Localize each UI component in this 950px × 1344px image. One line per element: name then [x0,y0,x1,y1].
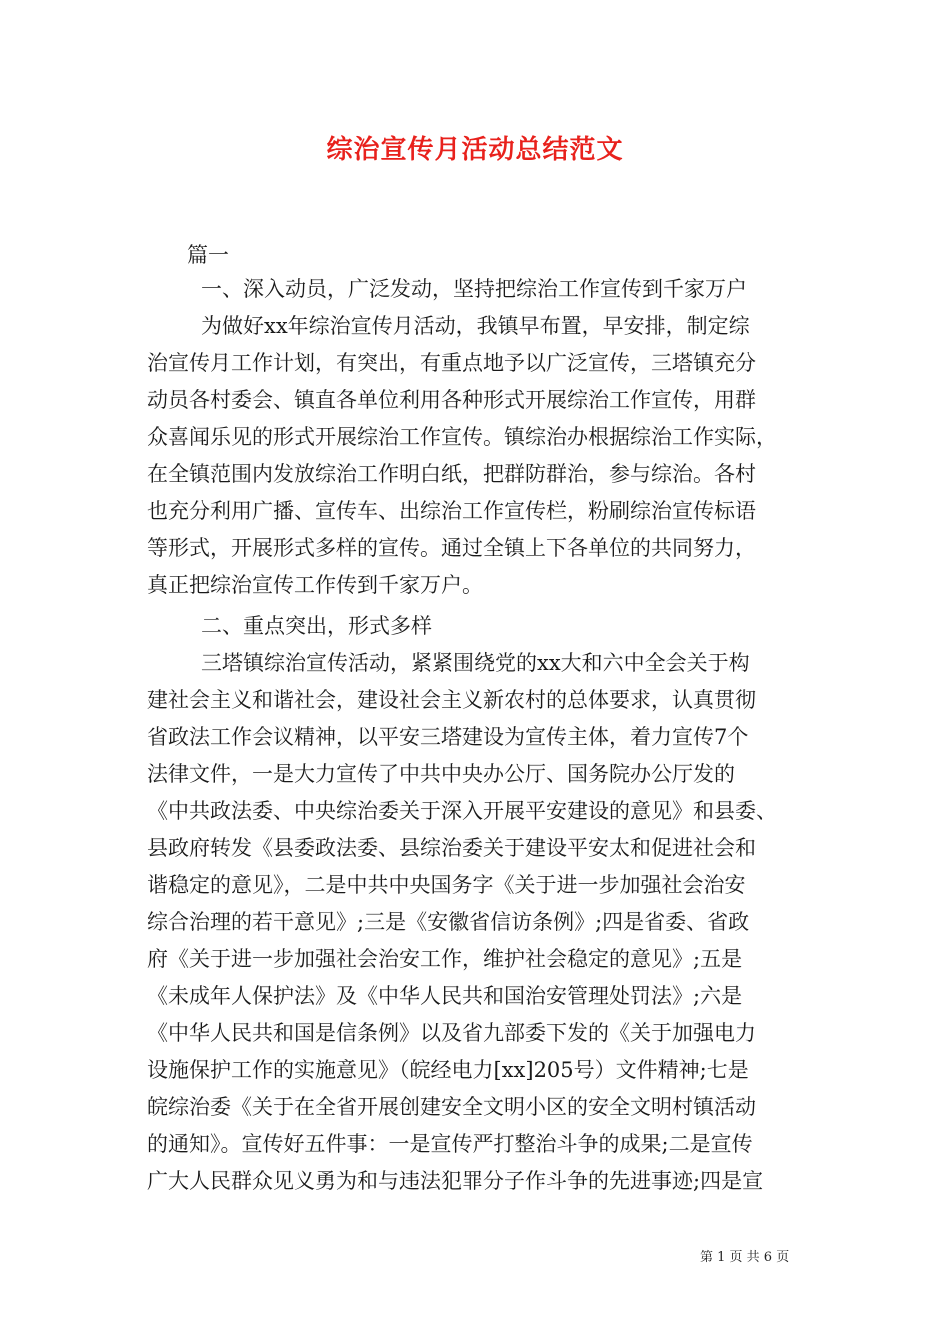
paragraph-line: 建社会主义和谐社会，建设社会主义新农村的总体要求，认真贯彻 [147,688,756,712]
paragraph-line: 府《关于进一步加强社会治安工作，维护社会稳定的意见》;五是 [147,947,743,971]
paragraph-line: 为做好xx年综治宣传月活动，我镇早布置，早安排，制定综 [201,314,750,338]
paragraph-line: 法律文件，一是大力宣传了中共中央办公厅、国务院办公厅发的 [147,762,735,786]
paragraph-line: 等形式，开展形式多样的宣传。通过全镇上下各单位的共同努力， [147,536,756,560]
paragraph-line: 治宣传月工作计划，有突出，有重点地予以广泛宣传，三塔镇充分 [147,351,756,375]
paragraph-line: 谐稳定的意见》，二是中共中央国务字《关于进一步加强社会治安 [147,873,746,897]
page-number: 第 1 页 共 6 页 [700,1250,790,1265]
paragraph-line: 的通知》。宣传好五件事：一是宣传严打整治斗争的成果;二是宣传 [147,1132,753,1156]
paragraph-line: 广大人民群众见义勇为和与违法犯罪分子作斗争的先进事迹;四是宣 [147,1169,764,1193]
paragraph-line: 综合治理的若干意见》;三是《安徽省信访条例》;四是省委、省政 [147,910,750,934]
paragraph-line: 县政府转发《县委政法委、县综治委关于建设平安太和促进社会和 [147,836,756,860]
paragraph-line: 众喜闻乐见的形式开展综治工作宣传。镇综治办根据综治工作实际， [147,425,777,449]
paragraph-line: 省政法工作会议精神，以平安三塔建设为宣传主体，着力宣传7个 [147,725,749,749]
section-label: 篇一 [187,243,229,267]
paragraph-line: 设施保护工作的实施意见》（皖经电力[xx]205号）文件精神;七是 [147,1058,749,1082]
paragraph-line: 也充分利用广播、宣传车、出综治工作宣传栏，粉刷综治宣传标语 [147,499,756,523]
heading-1: 一、深入动员，广泛发动，坚持把综治工作宣传到千家万户 [201,277,747,301]
paragraph-line: 《中华人民共和国是信条例》以及省九部委下发的《关于加强电力 [147,1021,756,1045]
heading-2: 二、重点突出，形式多样 [201,614,432,638]
paragraph-line: 《未成年人保护法》及《中华人民共和国治安管理处罚法》;六是 [147,984,743,1008]
paragraph-line: 在全镇范围内发放综治工作明白纸，把群防群治，参与综治。各村 [147,462,756,486]
paragraph-line: 三塔镇综治宣传活动，紧紧围绕党的xx大和六中全会关于构 [201,651,750,675]
paragraph-line: 动员各村委会、镇直各单位利用各种形式开展综治工作宣传，用群 [147,388,756,412]
document-title: 综治宣传月活动总结范文 [326,135,624,165]
paragraph-line: 皖综治委《关于在全省开展创建安全文明小区的安全文明村镇活动 [147,1095,756,1119]
paragraph-line: 真正把综治宣传工作传到千家万户。 [147,573,483,597]
paragraph-line: 《中共政法委、中央综治委关于深入开展平安建设的意见》和县委、 [147,799,777,823]
